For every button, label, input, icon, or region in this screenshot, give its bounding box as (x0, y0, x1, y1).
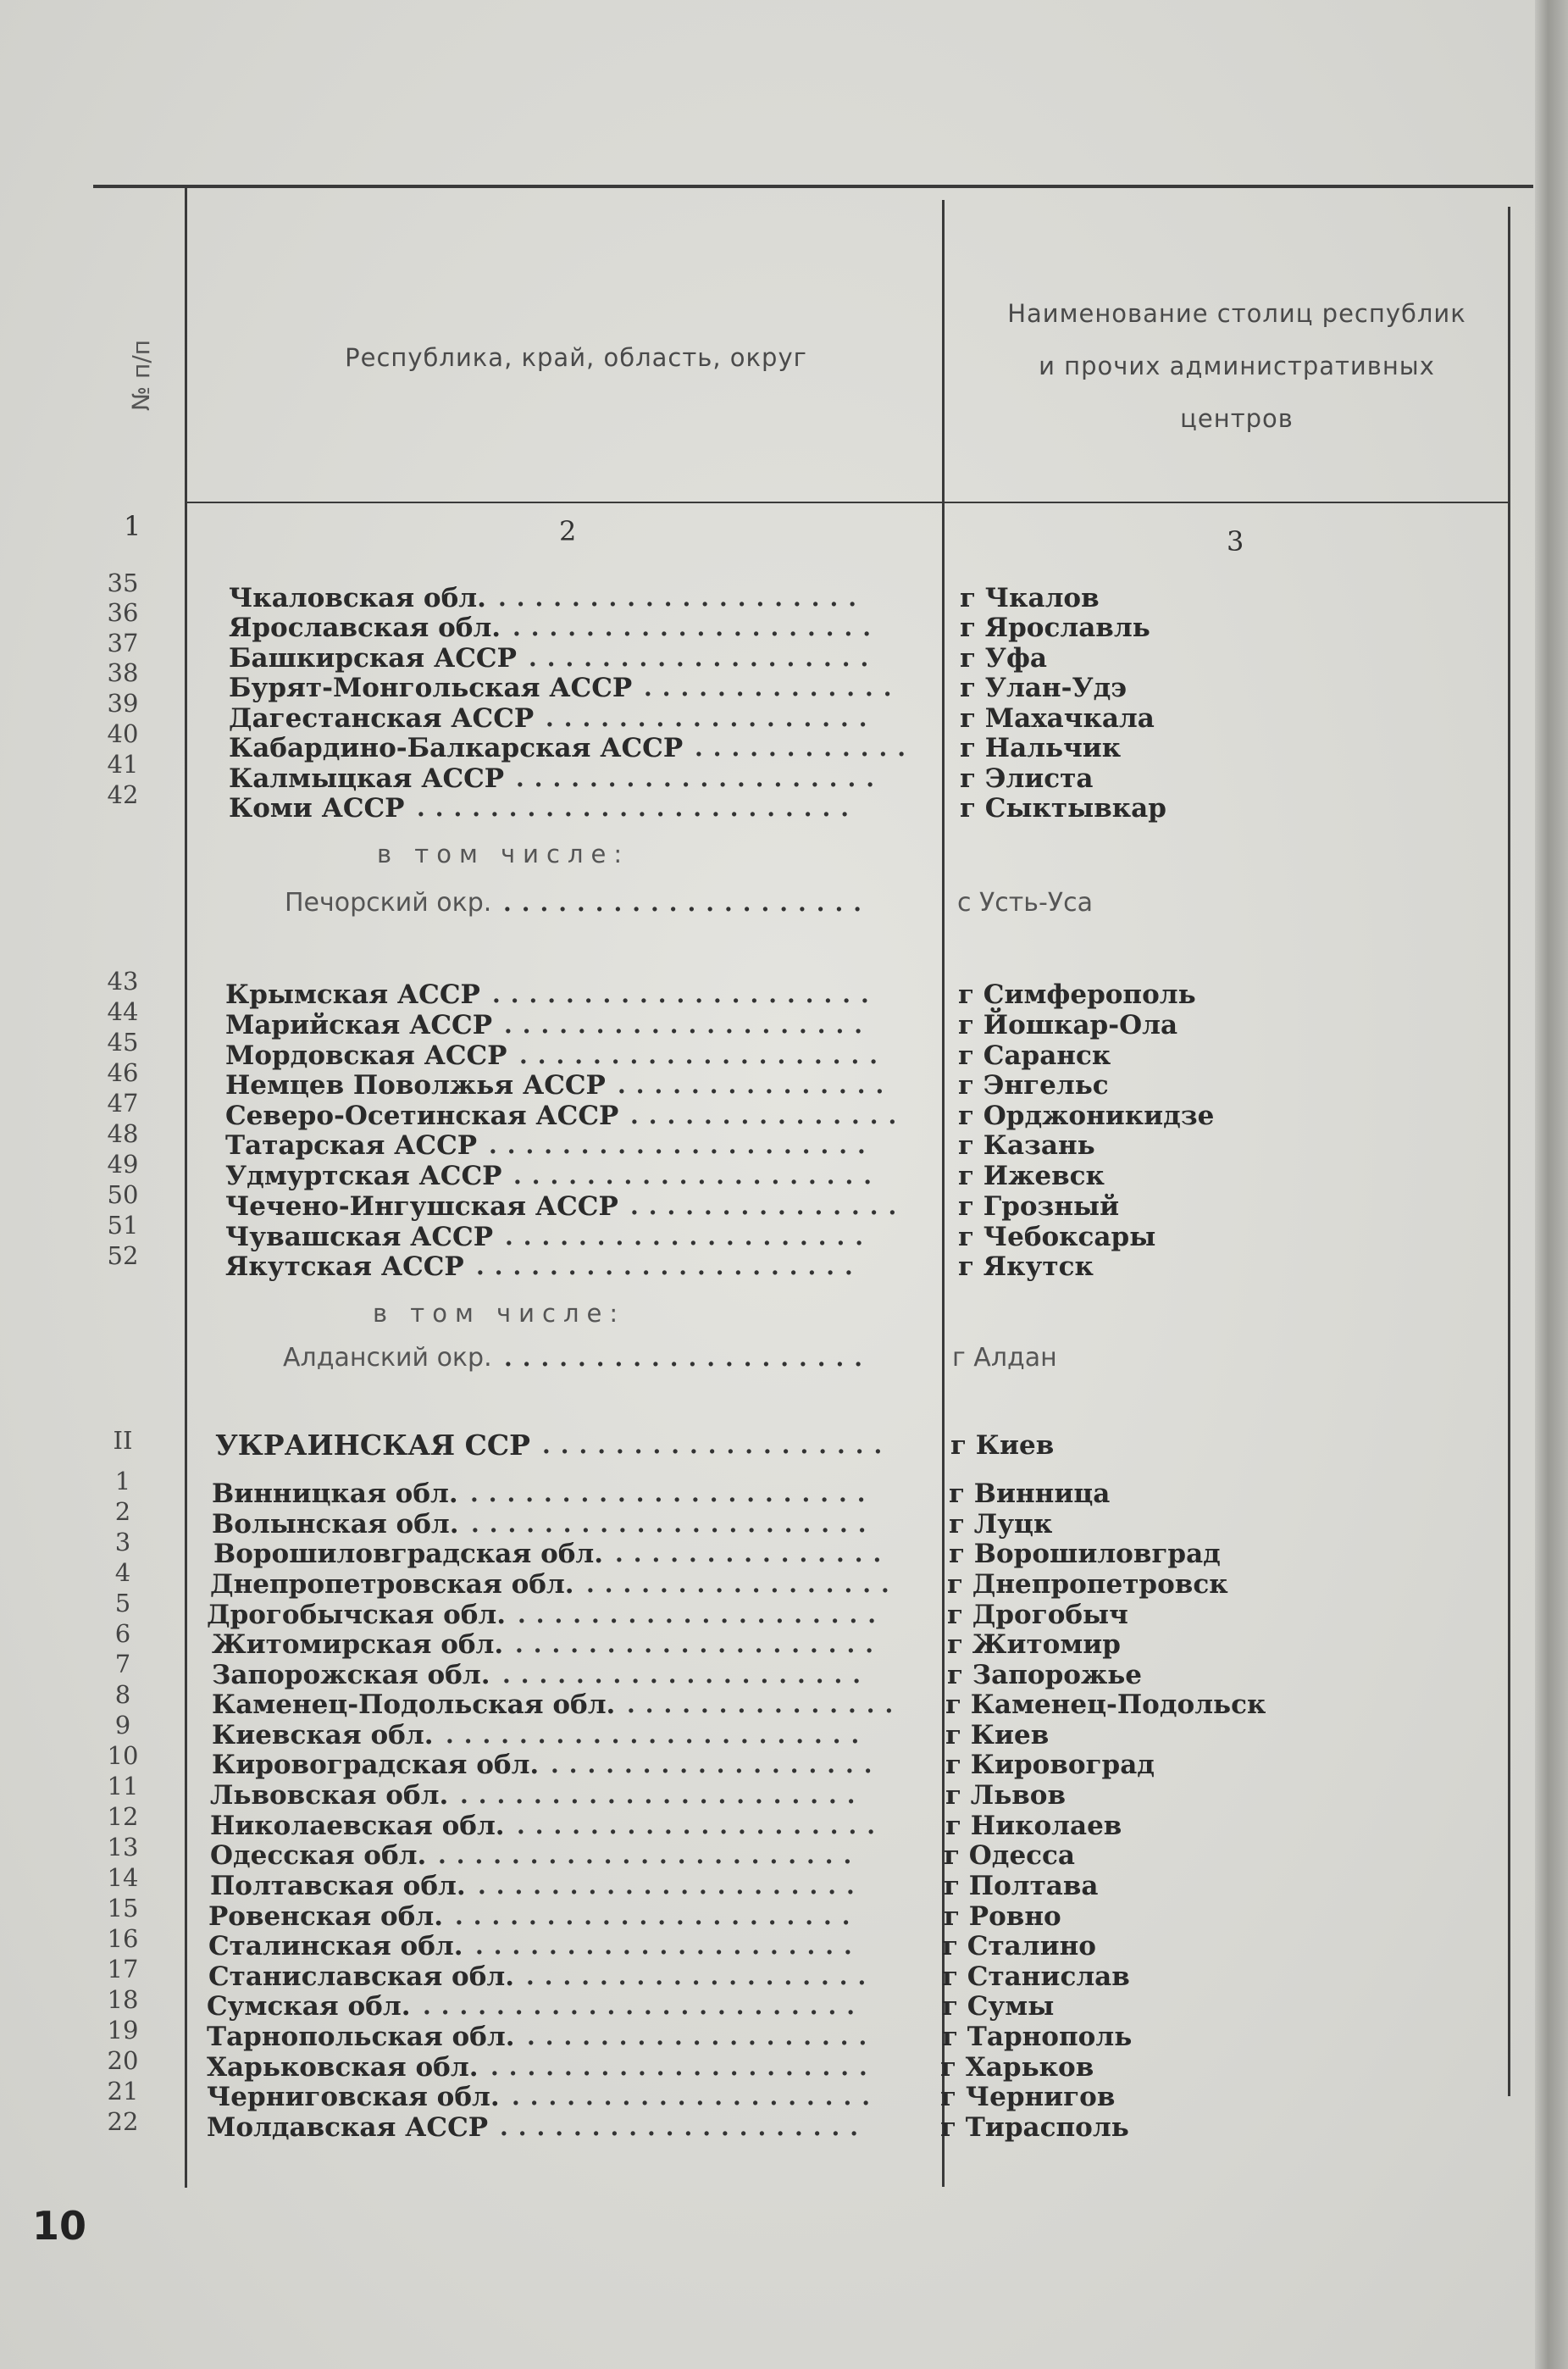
administrative-center: г Чебоксары (958, 1222, 1156, 1252)
administrative-center: г Николаев (945, 1811, 1122, 1841)
leader-dots: .................... (504, 1011, 873, 1039)
region-name: Черниговская обл. (207, 2082, 500, 2112)
row-number: 42 (107, 780, 139, 809)
leader-dots: .................... (519, 1041, 888, 1069)
administrative-center: г Алдан (952, 1343, 1057, 1373)
region-name: Печорский окр. (285, 888, 492, 918)
region-name: Ярославская обл. (229, 613, 501, 643)
administrative-center: г Улан-Удэ (960, 673, 1128, 703)
leader-dots: .................... (518, 1601, 886, 1628)
leader-dots: ............... (615, 1540, 892, 1567)
leader-dots: ..................... (476, 1252, 863, 1280)
administrative-center: г Львов (945, 1780, 1066, 1811)
administrative-center: г Ровно (944, 1901, 1061, 1932)
leader-dots: ............... (618, 1071, 895, 1099)
administrative-center: с Усть-Уса (957, 888, 1093, 918)
administrative-center: г Саранск (958, 1040, 1111, 1071)
row-number: 46 (107, 1058, 139, 1087)
leader-dots: .................... (517, 1811, 885, 1839)
leader-dots: ..................... (475, 1932, 862, 1960)
table-row (0, 1985, 1568, 2022)
table-row (0, 997, 1568, 1040)
leader-dots: ............... (627, 1690, 904, 1718)
table-row (0, 2107, 1568, 2143)
region-name: Коми АССР (229, 793, 405, 824)
region-name: Сталинская обл. (208, 1931, 463, 1961)
table-row (0, 1924, 1568, 1961)
table-row (0, 1180, 1568, 1222)
table-row (0, 1863, 1568, 1901)
row-number: 10 (107, 1741, 139, 1770)
table-row (0, 1343, 1568, 1373)
table-row (0, 1028, 1568, 1071)
administrative-center: г Сумы (942, 1991, 1055, 2022)
region-name: Сумская обл. (207, 1991, 411, 2022)
header-bottom-rule (186, 502, 1508, 503)
table-row (0, 719, 1568, 763)
administrative-center: г Ярославль (960, 613, 1150, 643)
administrative-center: г Чернигов (940, 2082, 1116, 2112)
region-name: Одесская обл. (210, 1840, 427, 1871)
row-number: 35 (107, 569, 139, 597)
region-name: Ворошиловградская обл. (213, 1539, 604, 1569)
row-number: 9 (114, 1711, 131, 1739)
administrative-center: г Махачкала (960, 703, 1155, 734)
table-row (0, 750, 1568, 794)
row-number: 12 (107, 1802, 139, 1831)
table-row (0, 1833, 1568, 1871)
table-row (0, 2016, 1568, 2052)
administrative-center: г Луцк (949, 1509, 1053, 1540)
table-row (0, 1528, 1568, 1569)
leader-dots: .................... (503, 889, 872, 917)
administrative-center: г Дрогобыч (947, 1600, 1128, 1630)
administrative-center: г Сыктывкар (960, 793, 1166, 824)
region-name: Кабардино-Балкарская АССР (229, 733, 684, 763)
region-name: Крымская АССР (225, 979, 480, 1010)
leader-dots: ................... (529, 644, 879, 672)
administrative-center: г Элиста (960, 763, 1094, 794)
table-row (0, 1119, 1568, 1161)
table-row (0, 1894, 1568, 1932)
region-name: Кировоградская обл. (212, 1750, 540, 1780)
table-row (0, 839, 1568, 869)
leader-dots: .............. (644, 674, 902, 702)
header-center-line-3: центров (1180, 404, 1294, 433)
region-name: Чкаловская обл. (229, 583, 486, 613)
region-name: Запорожская обл. (212, 1660, 490, 1690)
header-center-line-1: Наименование столиц республик (1007, 299, 1466, 328)
leader-dots: .................... (513, 1162, 882, 1190)
region-name: Молдавская АССР (207, 2112, 489, 2143)
administrative-center: г Уфа (960, 643, 1047, 674)
row-number: 1 (114, 1467, 131, 1495)
administrative-center: г Винница (949, 1479, 1111, 1509)
leader-dots: .................... (505, 1223, 873, 1251)
leader-dots: ................... (527, 2022, 878, 2050)
table-row (0, 629, 1568, 674)
region-name: Тарнопольская обл. (207, 2022, 515, 2052)
row-number: 47 (107, 1089, 139, 1118)
administrative-center: г Тарнополь (942, 2022, 1133, 2052)
region-name: Львовская обл. (210, 1780, 449, 1811)
row-number: 36 (107, 598, 139, 627)
region-name: Чечено-Ингушская АССР (225, 1191, 618, 1222)
table-row (0, 1241, 1568, 1282)
column-number-3: 3 (1227, 525, 1244, 558)
region-name: Мордовская АССР (225, 1040, 507, 1071)
leader-dots: .................... (515, 1630, 884, 1658)
row-number: 45 (107, 1028, 139, 1057)
administrative-center: г Казань (958, 1130, 1095, 1161)
administrative-center: г Киев (950, 1430, 1055, 1461)
row-number: 16 (107, 1924, 139, 1953)
region-name: Ровенская обл. (208, 1901, 443, 1932)
region-name: Удмуртская АССР (225, 1161, 502, 1191)
row-number: 8 (114, 1680, 131, 1709)
row-number: 39 (107, 689, 139, 718)
leader-dots: .................. (551, 1750, 883, 1778)
administrative-center: г Днепропетровск (947, 1569, 1228, 1600)
row-number: 4 (114, 1558, 131, 1587)
leader-dots: ............ (695, 734, 916, 762)
table-row (0, 689, 1568, 734)
administrative-center: г Харьков (940, 2052, 1094, 2083)
leader-dots: .................... (500, 2113, 868, 2141)
region-name: Житомирская обл. (212, 1629, 504, 1660)
row-number: 11 (107, 1772, 139, 1800)
region-name: Бурят-Монгольская АССР (229, 673, 633, 703)
row-number: 15 (107, 1894, 139, 1922)
leader-dots: ............... (630, 1101, 907, 1129)
region-name: Марийская АССР (225, 1010, 493, 1040)
region-name: Якутская АССР (225, 1251, 464, 1282)
region-name: Немцев Поволжья АССР (225, 1070, 606, 1101)
administrative-center: г Нальчик (960, 733, 1122, 763)
leader-dots: ...................... (471, 1510, 877, 1538)
region-name: Винницкая обл. (212, 1479, 458, 1509)
administrative-center: г Сталино (942, 1931, 1096, 1961)
administrative-center: г Ижевск (958, 1161, 1105, 1191)
table-row (0, 2046, 1568, 2083)
leader-dots: ........................ (417, 794, 859, 822)
table-top-rule (93, 185, 1533, 188)
region-name: Харьковская обл. (207, 2052, 479, 2083)
leader-dots: ...................... (470, 1479, 876, 1507)
administrative-center: г Полтава (944, 1871, 1099, 1901)
table-row (0, 1558, 1568, 1600)
region-name: Николаевская обл. (210, 1811, 505, 1841)
header-region-column: Республика, край, область, округ (345, 343, 807, 372)
table-row (0, 1741, 1568, 1780)
administrative-center: г Тирасполь (940, 2112, 1129, 2143)
table-row (0, 780, 1568, 824)
table-row (0, 1298, 1568, 1329)
row-number: 6 (114, 1619, 131, 1648)
subgroup-heading: в том числе: (377, 840, 630, 868)
administrative-center: г Одесса (944, 1840, 1076, 1871)
leader-dots: ..................... (492, 980, 879, 1008)
administrative-center: г Запорожье (947, 1660, 1143, 1690)
header-number-column: № п/п (127, 339, 155, 411)
subgroup-heading: в том числе: (373, 1299, 626, 1328)
leader-dots: .................... (512, 2083, 880, 2111)
leader-dots: ....................... (438, 1841, 862, 1869)
region-name: Алданский окр. (283, 1343, 492, 1373)
table-row (0, 1619, 1568, 1660)
row-number: 18 (107, 1985, 139, 2014)
page-number: 10 (32, 2203, 87, 2249)
administrative-center: г Ворошиловград (949, 1539, 1221, 1569)
region-name: Киевская обл. (212, 1720, 434, 1750)
region-name: Дагестанская АССР (229, 703, 535, 734)
administrative-center: г Орджоникидзе (958, 1101, 1215, 1131)
leader-dots: ................. (586, 1570, 900, 1598)
table-row (0, 888, 1568, 918)
table-row (0, 1955, 1568, 1992)
administrative-center: г Чкалов (960, 583, 1100, 613)
table-row (0, 1058, 1568, 1101)
leader-dots: .................... (502, 1661, 871, 1689)
leader-dots: ................... (542, 1431, 893, 1459)
region-name: Северо-Осетинская АССР (225, 1101, 619, 1131)
region-name: Дрогобычская обл. (207, 1600, 507, 1630)
column-number-2: 2 (559, 515, 577, 547)
region-name: Башкирская АССР (229, 643, 517, 674)
table-row (0, 1211, 1568, 1252)
row-number: 44 (107, 997, 139, 1026)
region-name: Каменец-Подольская обл. (212, 1689, 616, 1720)
row-number: 43 (107, 967, 139, 996)
row-number: 19 (107, 2016, 139, 2044)
row-number: 2 (114, 1497, 131, 1526)
region-name: Днепропетровская обл. (210, 1569, 574, 1600)
row-number: 49 (107, 1150, 139, 1179)
region-name: Калмыцкая АССР (229, 763, 505, 794)
leader-dots: ..................... (489, 1131, 876, 1159)
leader-dots: ........................ (423, 1992, 865, 2020)
table-row (0, 2077, 1568, 2112)
region-name: Полтавская обл. (210, 1871, 466, 1901)
region-name: Волынская обл. (212, 1509, 459, 1540)
section-heading: УКРАИНСКАЯ ССР (215, 1429, 530, 1462)
table-row (0, 1680, 1568, 1720)
leader-dots: ...................... (460, 1781, 866, 1809)
leader-dots: .................... (498, 584, 867, 612)
table-row (0, 1650, 1568, 1690)
row-number: 48 (107, 1119, 139, 1148)
row-number: 3 (114, 1528, 131, 1556)
row-number: 40 (107, 719, 139, 748)
administrative-center: г Каменец-Подольск (945, 1689, 1266, 1720)
administrative-center: г Симферополь (958, 979, 1196, 1010)
row-number: 17 (107, 1955, 139, 1983)
leader-dots: ....................... (446, 1721, 870, 1749)
row-number: 14 (107, 1863, 139, 1892)
table-row (0, 1589, 1568, 1630)
table-row (0, 569, 1568, 613)
table-row (0, 967, 1568, 1010)
table-row (0, 1467, 1568, 1509)
administrative-center: г Якутск (958, 1251, 1094, 1282)
row-number: 20 (107, 2046, 139, 2075)
administrative-center: г Станислав (942, 1961, 1130, 1992)
administrative-center: г Киев (945, 1720, 1050, 1750)
leader-dots: .................... (516, 764, 884, 792)
header-center-line-2: и прочих административных (1039, 352, 1435, 380)
row-number: 21 (107, 2077, 139, 2105)
leader-dots: ................... (526, 1962, 877, 1990)
row-number: 22 (107, 2107, 139, 2136)
leader-dots: .................... (504, 1344, 873, 1372)
leader-dots: ..................... (490, 2053, 878, 2081)
row-number: 52 (107, 1241, 139, 1270)
administrative-center: г Житомир (947, 1629, 1121, 1660)
region-name: Чувашская АССР (225, 1222, 494, 1252)
leader-dots: ..................... (478, 1872, 865, 1900)
table-row (0, 1089, 1568, 1131)
leader-dots: .................... (513, 613, 881, 641)
table-row (0, 1497, 1568, 1540)
leader-dots: .................. (546, 704, 878, 732)
administrative-center: г Грозный (958, 1191, 1120, 1222)
leader-dots: ...................... (455, 1902, 861, 1930)
row-number: 7 (114, 1650, 131, 1678)
row-number: 50 (107, 1180, 139, 1209)
leader-dots: ............... (630, 1192, 907, 1220)
administrative-center: г Йошкар-Ола (958, 1010, 1178, 1040)
row-number: 13 (107, 1833, 139, 1861)
table-row (0, 1426, 1568, 1462)
table-row (0, 1150, 1568, 1191)
row-number: 37 (107, 629, 139, 657)
column-number-1: 1 (124, 510, 141, 542)
table-row (0, 1711, 1568, 1750)
administrative-center: г Кировоград (945, 1750, 1155, 1780)
row-number: 5 (114, 1589, 131, 1617)
table-row (0, 1802, 1568, 1841)
row-number: 51 (107, 1211, 139, 1240)
row-number: 41 (107, 750, 139, 779)
row-number: 38 (107, 658, 139, 687)
row-number: II (113, 1426, 133, 1455)
region-name: Станиславская обл. (208, 1961, 515, 1992)
administrative-center: г Энгельс (958, 1070, 1109, 1101)
table-row (0, 1772, 1568, 1811)
region-name: Татарская АССР (225, 1130, 478, 1161)
